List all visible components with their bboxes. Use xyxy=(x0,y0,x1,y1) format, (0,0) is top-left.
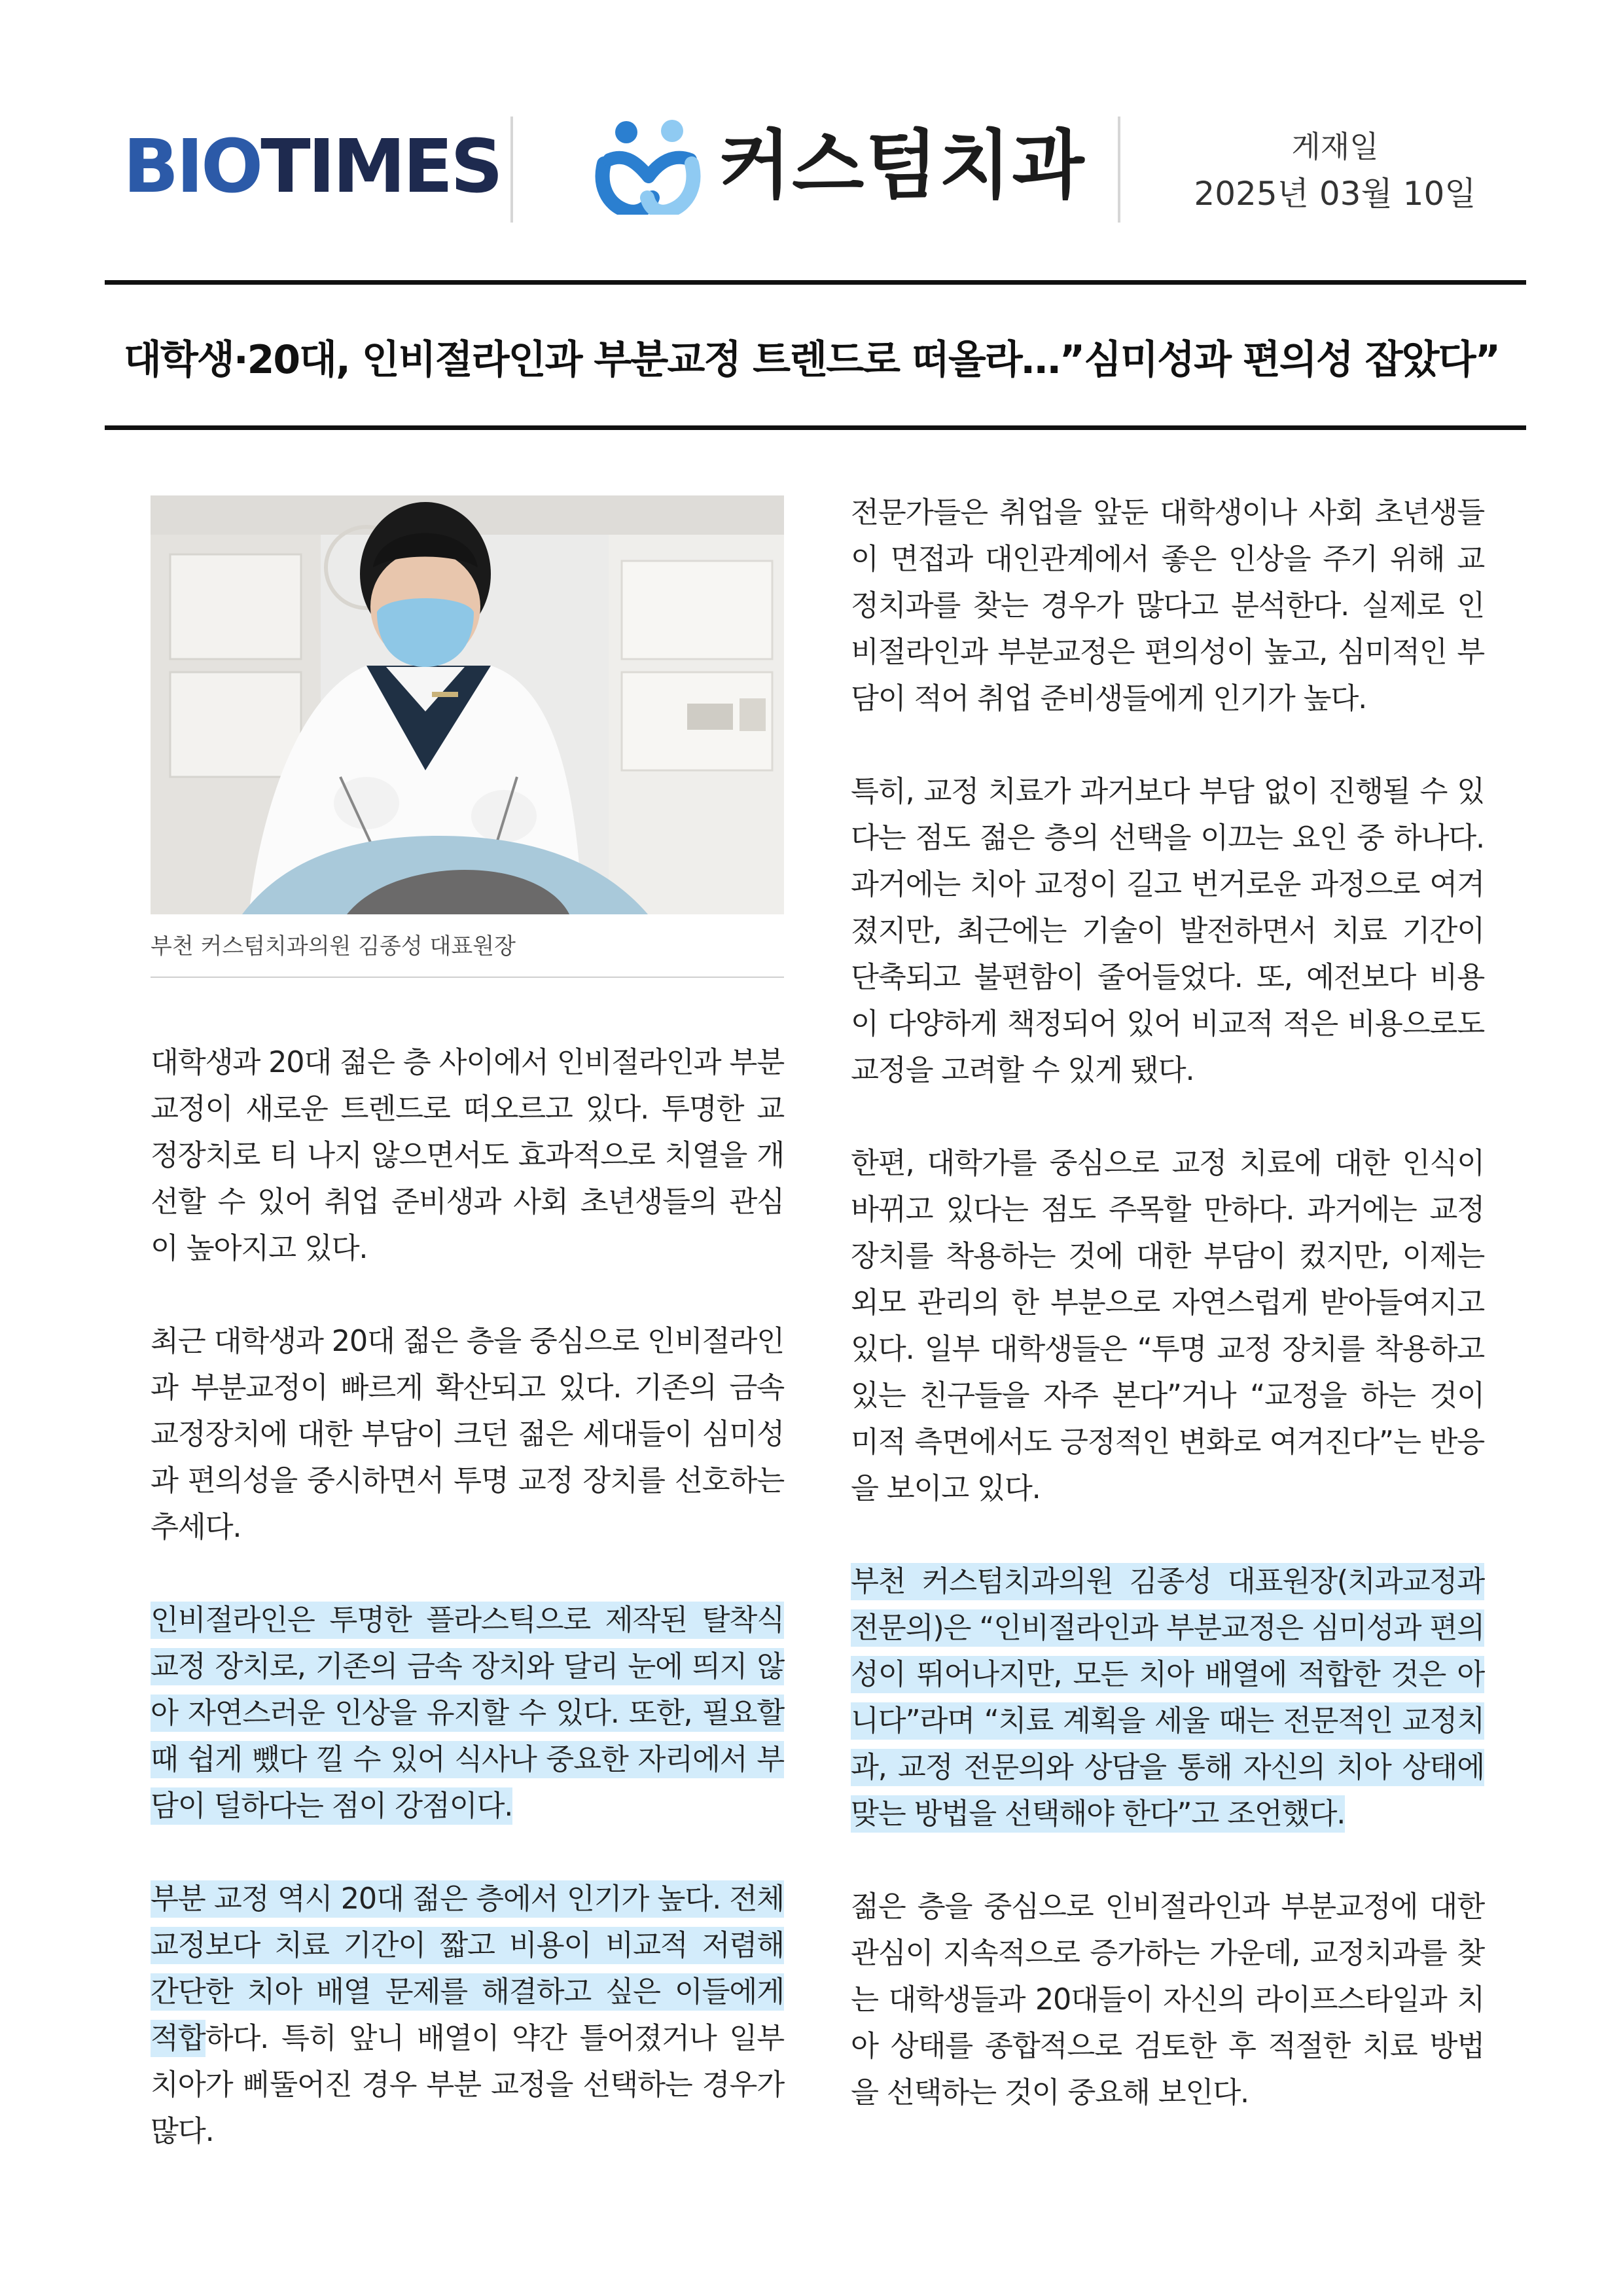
highlighted-text: 부천 커스텀치과의원 김종성 대표원장(치과교정과 전문의)은 “인비절라인과 부분교정은 심미성과 편의성이 뛰어나지만, 모든 치아 배열에 적합한 것은 아니다”라며 “치료 계획을 세울 때는 전문적인 교정치과, 교정 전문의와 상담을 통해 자신의 치아 상태에 맞는 방법을 선택해야 한다”고 조언했다. xyxy=(851,1563,1484,1833)
highlighted-text: 부분 교정 역시 20대 젊은 층에서 인기가 높다. 전체 교정보다 치료 기간이 짧고 비용이 비교적 저렴해 간단한 치아 배열 문제를 해결하고 싶은 이들에게 적합 xyxy=(151,1880,784,2057)
paragraph: 최근 대학생과 20대 젊은 층을 중심으로 인비절라인과 부분교정이 빠르게 확산되고 있다. 기존의 금속 교정장치에 대한 부담이 크던 젊은 세대들이 심미성과 편의성을 중시하면서 투명 교정 장치를 선호하는 추세다. xyxy=(151,1325,784,1544)
publish-date: 2025년 03월 10일 xyxy=(1194,175,1476,213)
dentist-photo-illustration xyxy=(151,495,784,914)
header-divider xyxy=(510,117,513,223)
paragraph-text: 하다. 특히 앞니 배열이 약간 틀어졌거나 일부 치아가 삐뚤어진 경우 부분 교정을 선택하는 경우가 많다. xyxy=(151,2022,784,2148)
paragraph: 전문가들은 취업을 앞둔 대학생이나 사회 초년생들이 면접과 대인관계에서 좋은 인상을 주기 위해 교정치과를 찾는 경우가 많다고 분석한다. 실제로 인비절라인과 부분교정은 편의성이 높고, 심미적인 부담이 적어 취업 준비생들에게 인기가 높다. xyxy=(851,496,1484,715)
highlighted-text: 인비절라인은 투명한 플라스틱으로 제작된 탈착식 교정 장치로, 기존의 금속 장치와 달리 눈에 띄지 않아 자연스러운 인상을 유지할 수 있다. 또한, 필요할 때 쉽게 뺐다 낄 수 있어 식사나 중요한 자리에서 부담이 덜하다는 점이 강점이다. xyxy=(151,1602,784,1825)
photo-caption: 부천 커스텀치과의원 김종성 대표원장 xyxy=(151,933,516,960)
right-column xyxy=(851,490,1484,2116)
tooth-people-icon xyxy=(592,117,704,215)
highlighted-paragraph xyxy=(151,1597,784,1829)
clinic-logo-name: 커스텀치과 xyxy=(719,122,1086,209)
partially-highlighted-paragraph xyxy=(151,1876,784,2155)
header-divider xyxy=(1118,117,1120,223)
paragraph: 젊은 층을 중심으로 인비절라인과 부분교정에 대한 관심이 지속적으로 증가하는 가운데, 교정치과를 찾는 대학생들과 20대들이 자신의 라이프스타일과 치아 상태를 종합적으로 검토한 후 적절한 치료 방법을 선택하는 것이 중요해 보인다. xyxy=(851,1890,1484,2109)
publish-label: 게재일 xyxy=(1291,129,1379,164)
paragraph: 한편, 대학가를 중심으로 교정 치료에 대한 인식이 바뀌고 있다는 점도 주목할 만하다. 과거에는 교정 장치를 착용하는 것에 대한 부담이 컸지만, 이제는 외모 관리의 한 부분으로 자연스럽게 받아들여지고 있다. 일부 대학생들은 “투명 교정 장치를 착용하고 있는 친구들을 자주 본다”거나 “교정을 하는 것이 미적 측면에서도 긍정적인 변화로 여겨진다”는 반응을 보이고 있다. xyxy=(851,1147,1484,1505)
article-photo xyxy=(151,495,784,914)
paragraph: 특히, 교정 치료가 과거보다 부담 없이 진행될 수 있다는 점도 젊은 층의 선택을 이끄는 요인 중 하나다. 과거에는 치아 교정이 길고 번거로운 과정으로 여겨졌지만, 최근에는 기술이 발전하면서 치료 기간이 단축되고 불편함이 줄어들었다. 또, 예전보다 비용이 다양하게 책정되어 있어 비교적 적은 비용으로도 교정을 고려할 수 있게 됐다. xyxy=(851,775,1484,1087)
left-column xyxy=(151,1039,784,2155)
headline-top-rule xyxy=(105,280,1526,285)
article-headline: 대학생·20대, 인비절라인과 부분교정 트렌드로 떠올라…”심미성과 편의성 잡았다” xyxy=(123,337,1500,383)
headline-bottom-rule xyxy=(105,425,1526,430)
page-header xyxy=(0,0,1623,275)
caption-divider xyxy=(151,977,784,978)
highlighted-paragraph xyxy=(851,1558,1484,1837)
biotimes-logo: BIOTIMES xyxy=(123,124,501,209)
paragraph: 대학생과 20대 젊은 층 사이에서 인비절라인과 부분교정이 새로운 트렌드로 떠오르고 있다. 투명한 교정장치로 티 나지 않으면서도 효과적으로 치열을 개선할 수 있어 취업 준비생과 사회 초년생들의 관심이 높아지고 있다. xyxy=(151,1046,784,1265)
